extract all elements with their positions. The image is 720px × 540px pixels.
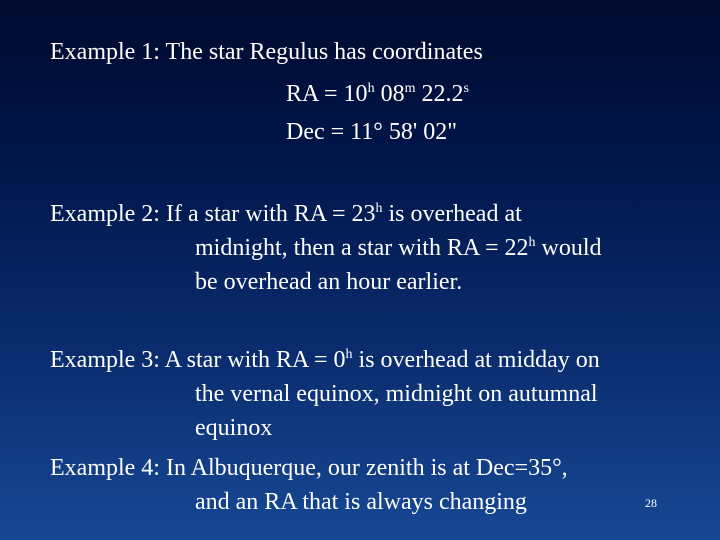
ra-seconds-unit: s xyxy=(463,81,469,96)
example3-text-a: Example 3: A star with RA = 0 xyxy=(50,347,346,373)
ra-minutes: 08 xyxy=(374,81,405,107)
example3-text-c: the vernal equinox, midnight on autumnal xyxy=(195,381,598,407)
ra-minutes-unit: m xyxy=(404,81,416,96)
example1-ra xyxy=(286,80,469,108)
example3-line3 xyxy=(195,414,272,442)
example2-text-a: Example 2: If a star with RA = 23 xyxy=(50,201,376,227)
ra-hours-unit: h xyxy=(367,81,375,96)
ra-seconds: 22.2 xyxy=(415,81,464,107)
example2-text-d: would xyxy=(535,235,602,261)
ra-label: RA = 10 xyxy=(286,81,368,107)
example3-text-d: equinox xyxy=(195,415,273,441)
example4-text-b: and an RA that is always changing xyxy=(195,489,527,515)
example2-line1 xyxy=(50,200,522,228)
example4-line1 xyxy=(50,454,568,482)
example1-intro xyxy=(50,38,483,66)
example1-intro-text: Example 1: The star Regulus has coordinates xyxy=(50,39,483,65)
example2-text-c: midnight, then a star with RA = 22 xyxy=(195,235,529,261)
example2-line3 xyxy=(195,268,462,296)
example1-dec xyxy=(286,118,457,146)
hours-unit: h xyxy=(375,201,383,216)
example3-text-b: is overhead at midday on xyxy=(352,347,600,373)
example3-line2 xyxy=(195,380,598,408)
page-number: 28 xyxy=(645,496,657,510)
example4-text-a: Example 4: In Albuquerque, our zenith is at Dec=35°, xyxy=(50,455,568,481)
example2-text-b: is overhead at xyxy=(382,201,522,227)
hours-unit: h xyxy=(345,347,353,362)
example2-line2 xyxy=(195,234,602,262)
hours-unit: h xyxy=(528,235,536,250)
example4-line2 xyxy=(195,488,527,516)
example3-line1 xyxy=(50,346,600,374)
example2-text-e: be overhead an hour earlier. xyxy=(195,269,463,295)
dec-text: Dec = 11° 58' 02" xyxy=(286,119,457,145)
